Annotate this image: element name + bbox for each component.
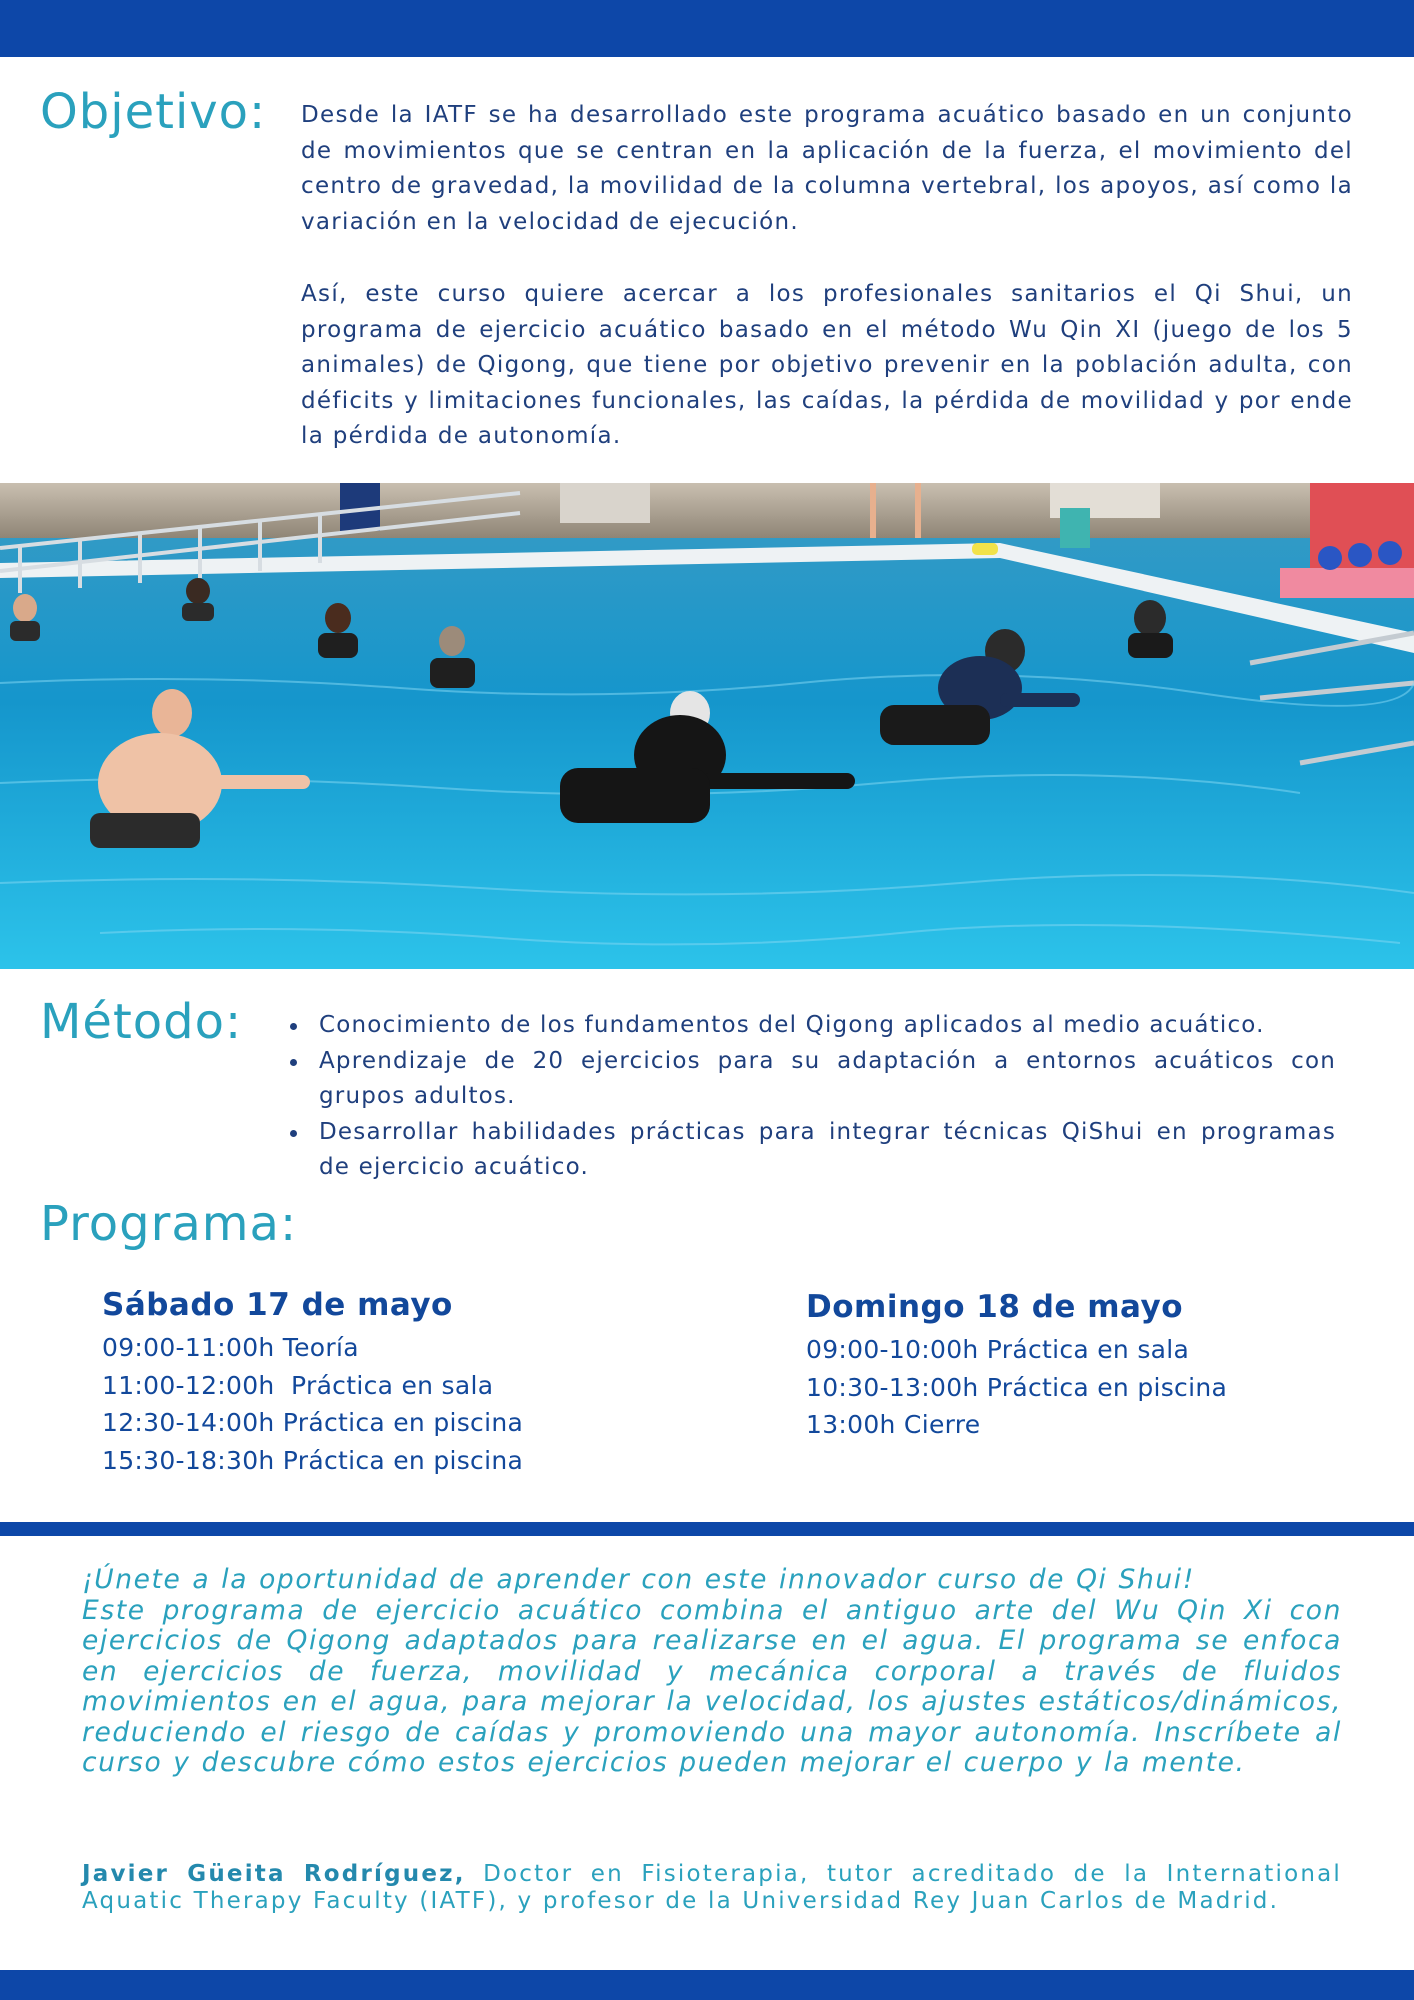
sunday-title: Domingo 18 de mayo: [806, 1289, 1184, 1325]
method-bullet-text: Conocimiento de los fundamentos del Qigong aplicados al medio acuático.: [319, 1012, 1265, 1038]
method-bullet-text: Desarrollar habilidades prácticas para integrar técnicas QiShui en programas de ejercicio acuático.: [319, 1118, 1336, 1180]
instructor-bio: [82, 1861, 1342, 1915]
schedule-saturday: [102, 1287, 523, 1479]
instructor-description: Doctor en Fisioterapia, tutor acreditado de la International Aquatic Therapy Faculty (IATF), y profesor de la Universidad Rey Juan Carlos de Madrid.: [82, 1861, 1342, 1914]
method-bullet-3: [290, 1115, 1336, 1186]
method-bullet-text: Aprendizaje de 20 ejercicios para su adaptación a entornos acuáticos con grupos adultos.: [319, 1047, 1336, 1109]
schedule-slot: 09:00-10:00h Práctica en sala: [806, 1335, 1190, 1364]
promo-body: Este programa de ejercicio acuático combina el antiguo arte del Wu Qin Xi con ejercicios de Qigong adaptados para realizarse en el agua. El programa se enfoca en ejercicios de fuerza, movilidad y mecánica corporal a través de fluidos movimientos en el agua, para mejorar la velocidad, los ajustes estáticos/dinámicos, reduciendo el riesgo de caídas y promoviendo una mayor autonomía. Inscríbete al curso y descubre cómo estos ejercicios pueden mejorar el cuerpo y la mente.: [82, 1594, 1342, 1778]
schedule-slot: 11:00-12:00h Práctica en sala: [102, 1370, 494, 1400]
bottom-band: [0, 1970, 1414, 2000]
program-heading: Programa:: [40, 1196, 298, 1252]
top-band: [0, 0, 1414, 57]
pool-exercise-photo: [0, 483, 1414, 969]
schedule-slot: 09:00-11:00h Teoría: [102, 1333, 359, 1362]
bullet-dot: [290, 1130, 297, 1137]
method-heading: Método:: [40, 994, 243, 1050]
bullet-dot: [290, 1023, 297, 1030]
schedule-sunday: [806, 1289, 1227, 1444]
bullet-dot: [290, 1059, 297, 1066]
method-bullet-1: [290, 1008, 1336, 1044]
schedule-slot: 10:30-13:00h Práctica en piscina: [806, 1372, 1228, 1402]
promo-text: [82, 1565, 1342, 1779]
objective-paragraph-1: Desde la IATF se ha desarrollado este programa acuático basado en un conjunto de movimientos que se centran en la aplicación de la fuerza, el movimiento del centro de gravedad, la movilidad de la columna vertebral, los apoyos, así como la variación en la velocidad de ejecución.: [301, 102, 1353, 235]
schedule-slot: 15:30-18:30h Práctica en piscina: [102, 1445, 524, 1475]
method-bullet-2: [290, 1044, 1336, 1115]
objective-paragraph-2: Así, este curso quiere acercar a los profesionales sanitarios el Qi Shui, un programa de ejercicio acuático basado en el método Wu Qin XI (juego de los 5 animales) de Qigong, que tiene por objetivo prevenir en la población adulta, con déficits y limitaciones funcionales, las caídas, la pérdida de movilidad y por ende la pérdida de autonomía.: [301, 281, 1353, 449]
saturday-title: Sábado 17 de mayo: [102, 1287, 453, 1323]
method-bullet-list: [290, 1008, 1336, 1186]
promo-headline: ¡Únete a la oportunidad de aprender con este innovador curso de Qi Shui!: [82, 1564, 1195, 1595]
schedule-slot: 12:30-14:00h Práctica en piscina: [102, 1408, 524, 1437]
objective-heading: Objetivo:: [40, 84, 267, 140]
divider-band: [0, 1522, 1414, 1536]
instructor-name: Javier Güeita Rodríguez,: [82, 1861, 466, 1887]
schedule-slot: 13:00h Cierre: [806, 1410, 981, 1439]
